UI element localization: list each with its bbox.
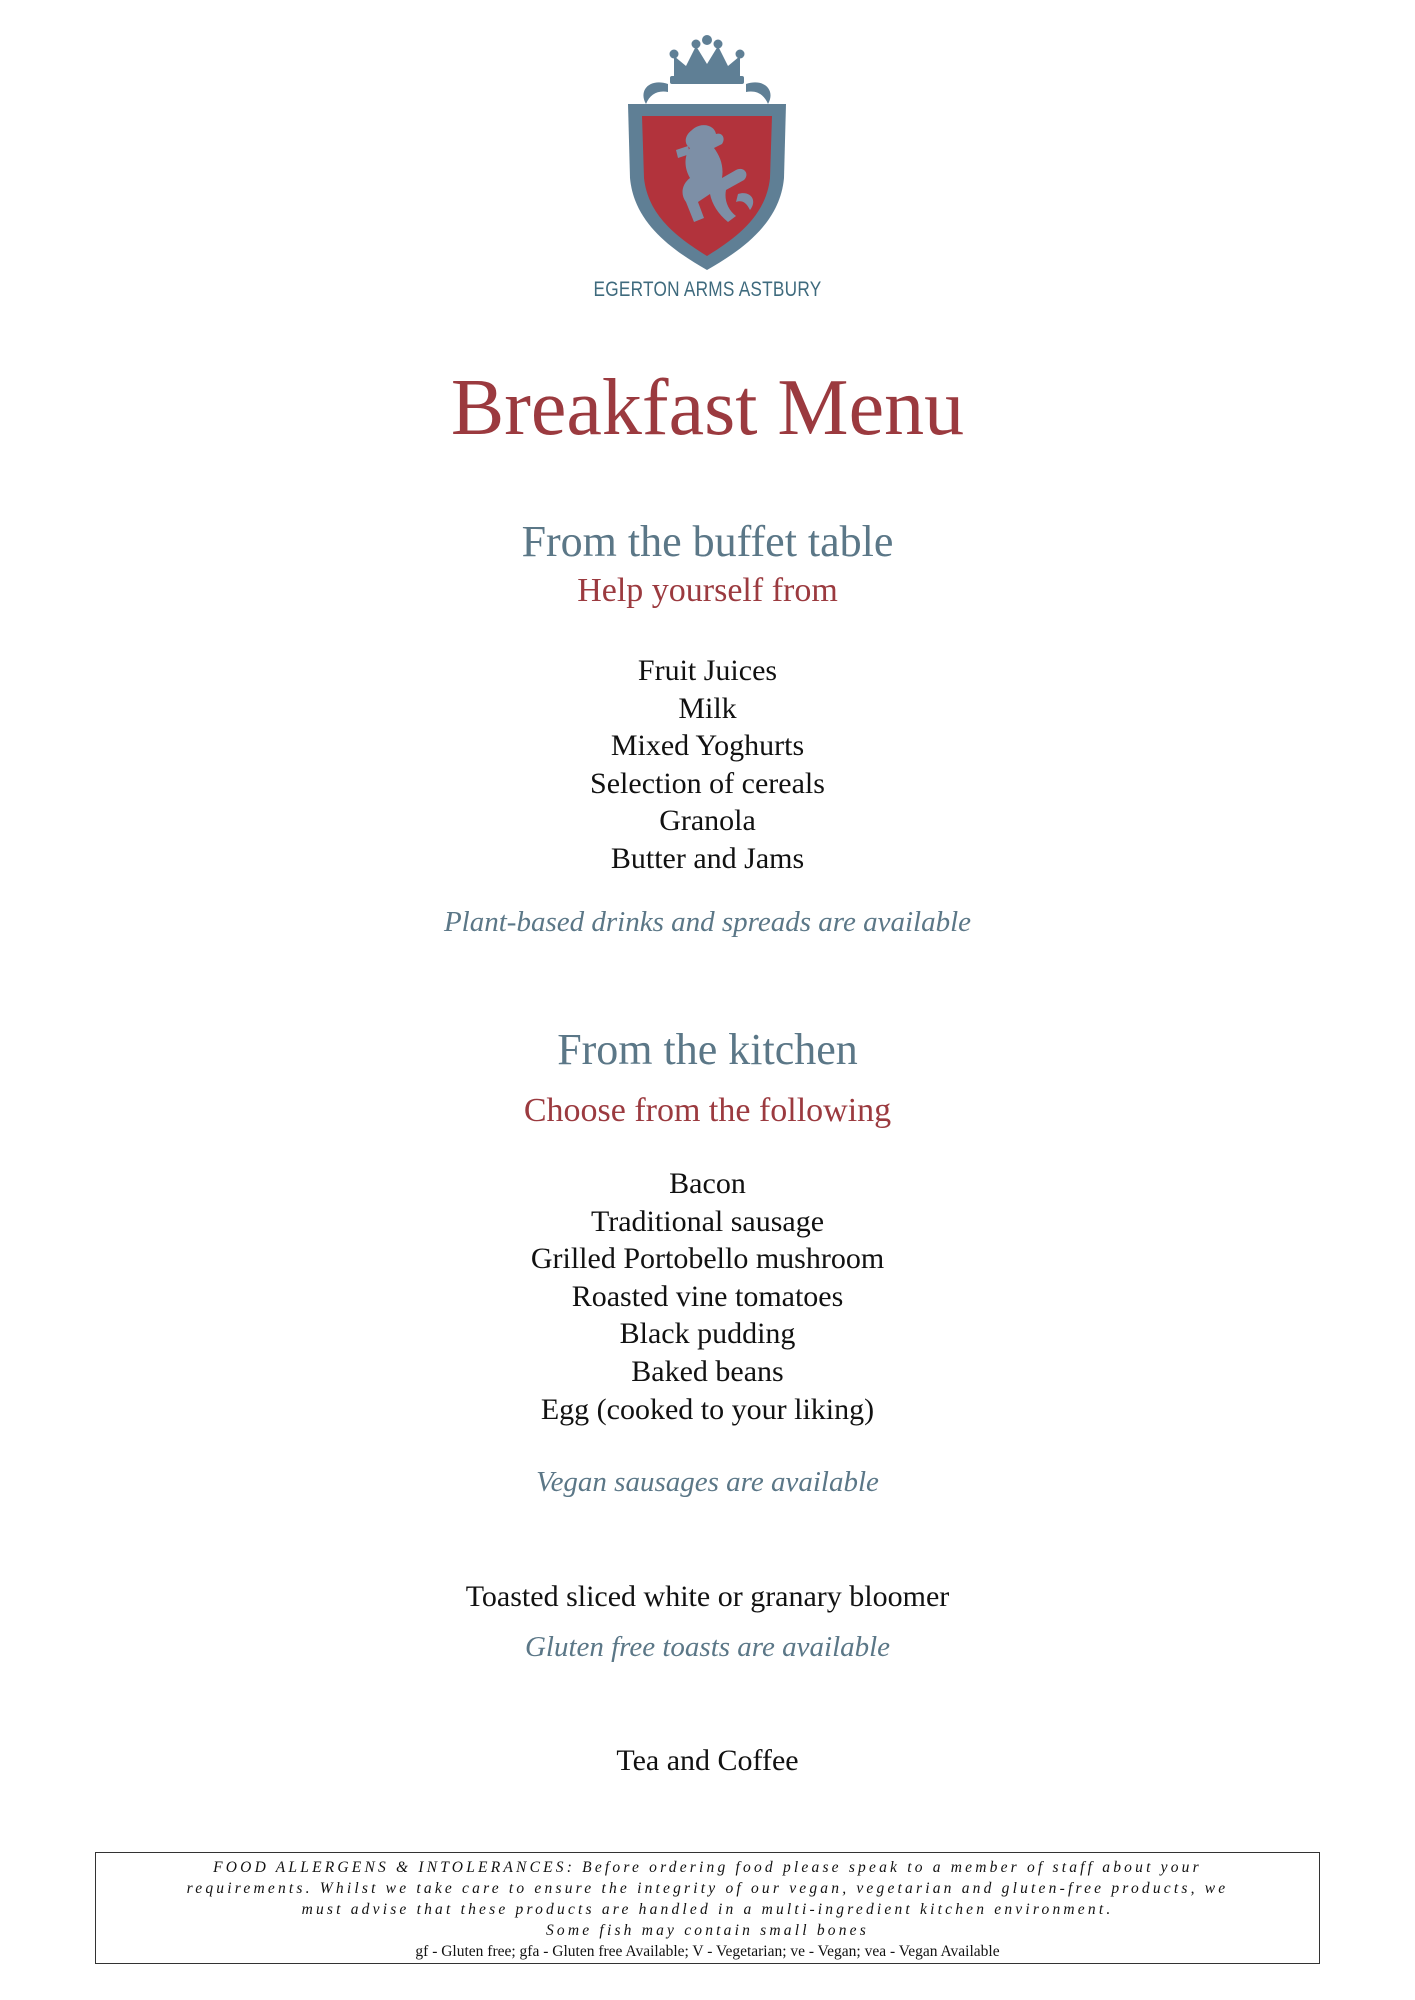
lion-crest-crown-icon [612,18,802,278]
menu-title: Breakfast Menu [450,364,965,452]
kitchen-note: Vegan sausages are available [536,1466,879,1498]
list-item: Butter and Jams [610,841,805,875]
allergen-line: must advise that these products are handled in a multi-ingredient kitchen environment. [301,1901,1114,1918]
list-item: Mixed Yoghurts [610,729,805,763]
list-item: Egg (cooked to your liking) [540,1392,875,1426]
list-item: Grilled Portobello mushroom [530,1242,885,1276]
list-item: Roasted vine tomatoes [571,1279,844,1313]
buffet-items [0,652,1415,878]
toast-item: Toasted sliced white or granary bloomer [465,1580,950,1613]
allergen-line: Some fish may contain small bones [545,1922,869,1939]
list-item: Bacon [669,1167,746,1200]
drinks-item: Tea and Coffee [616,1744,799,1777]
list-item: Fruit Juices [637,654,778,687]
list-item: Baked beans [631,1354,784,1388]
brand-name: EGERTON ARMS ASTBURY [593,278,822,301]
list-item: Milk [678,691,737,725]
list-item: Selection of cereals [590,766,825,800]
toast-note: Gluten free toasts are available [524,1631,891,1663]
list-item: Traditional sausage [590,1204,825,1238]
kitchen-subheading: Choose from the following [523,1092,892,1129]
list-item: Black pudding [619,1317,796,1351]
buffet-note: Plant-based drinks and spreads are available [443,906,972,938]
allergen-line: FOOD ALLERGENS & INTOLERANCES: Before ordering food please speak to a member of staff about your [213,1859,1202,1876]
list-item: Granola [659,804,756,838]
kitchen-heading: From the kitchen [557,1025,858,1074]
kitchen-items [0,1165,1415,1428]
buffet-heading: From the buffet table [521,517,894,566]
buffet-subheading: Help yourself from [577,572,838,609]
allergen-notice [95,1852,1320,1964]
dietary-key: gf - Gluten free; gfa - Gluten free Available; V - Vegetarian; ve - Vegan; vea - Vegan Available [415,1943,1000,1960]
allergen-line: requirements. Whilst we take care to ensure the integrity of our vegan, vegetarian and gluten-free products, we [186,1880,1229,1897]
